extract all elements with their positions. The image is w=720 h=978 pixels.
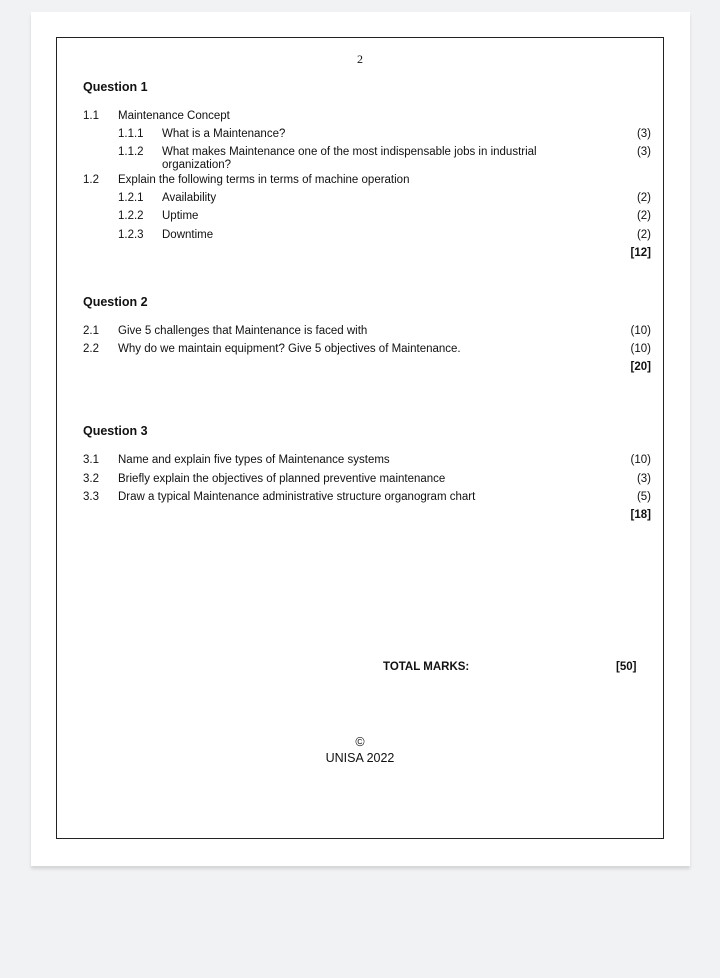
item-3-3-text: Draw a typical Maintenance administrative structure organogram chart xyxy=(118,491,476,503)
question-3-heading: Question 3 xyxy=(83,424,148,438)
page-number: 2 xyxy=(357,52,363,66)
item-1-2-3-text: Downtime xyxy=(162,229,214,241)
footer-organization: UNISA 2022 xyxy=(325,751,395,765)
item-1-2-1-text: Availability xyxy=(162,192,217,204)
item-2-2-mark: (10) xyxy=(630,343,651,355)
item-1-1-1-number: 1.1.1 xyxy=(118,128,144,140)
item-1-2-3-number: 1.2.3 xyxy=(118,229,144,241)
item-3-2-mark: (3) xyxy=(636,473,651,485)
item-1-2-number: 1.2 xyxy=(83,174,99,186)
total-marks-value: [50] xyxy=(616,661,637,673)
item-2-2-text: Why do we maintain equipment? Give 5 objectives of Maintenance. xyxy=(118,343,461,355)
item-3-2-number: 3.2 xyxy=(83,473,99,485)
item-3-1-mark: (10) xyxy=(630,454,651,466)
item-2-1-number: 2.1 xyxy=(83,325,99,337)
document-page xyxy=(31,12,690,866)
item-2-2-number: 2.2 xyxy=(83,343,99,355)
item-1-1-1-mark: (3) xyxy=(636,128,651,140)
item-1-1-2-number: 1.1.2 xyxy=(118,146,144,158)
item-1-2-3-mark: (2) xyxy=(636,229,651,241)
item-1-1-text: Maintenance Concept xyxy=(118,110,230,122)
item-2-1-mark: (10) xyxy=(630,325,651,337)
item-2-1-text: Give 5 challenges that Maintenance is faced with xyxy=(118,325,368,337)
page-border xyxy=(56,37,664,839)
question-3-total: [18] xyxy=(630,509,651,521)
item-1-1-2-mark: (3) xyxy=(636,146,651,158)
item-1-1-1-text: What is a Maintenance? xyxy=(162,128,286,140)
item-3-2-text: Briefly explain the objectives of planned preventive maintenance xyxy=(118,473,446,485)
copyright-symbol: © xyxy=(355,735,365,749)
item-3-3-number: 3.3 xyxy=(83,491,99,503)
question-1-total: [12] xyxy=(630,247,651,259)
total-marks-label: TOTAL MARKS: xyxy=(383,661,470,673)
item-1-2-text: Explain the following terms in terms of machine operation xyxy=(118,174,410,186)
item-1-2-2-text: Uptime xyxy=(162,210,199,222)
item-1-1-2-text: What makes Maintenance one of the most indispensable jobs in industrial organization? xyxy=(162,146,537,171)
item-1-2-2-number: 1.2.2 xyxy=(118,210,144,222)
item-1-1-number: 1.1 xyxy=(83,110,99,122)
question-2-heading: Question 2 xyxy=(83,295,148,309)
item-1-2-1-number: 1.2.1 xyxy=(118,192,144,204)
item-1-2-2-mark: (2) xyxy=(636,210,651,222)
item-3-1-text: Name and explain five types of Maintenance systems xyxy=(118,454,390,466)
question-2-total: [20] xyxy=(630,361,651,373)
item-3-3-mark: (5) xyxy=(636,491,651,503)
question-1-heading: Question 1 xyxy=(83,80,148,94)
item-3-1-number: 3.1 xyxy=(83,454,99,466)
item-1-2-1-mark: (2) xyxy=(636,192,651,204)
